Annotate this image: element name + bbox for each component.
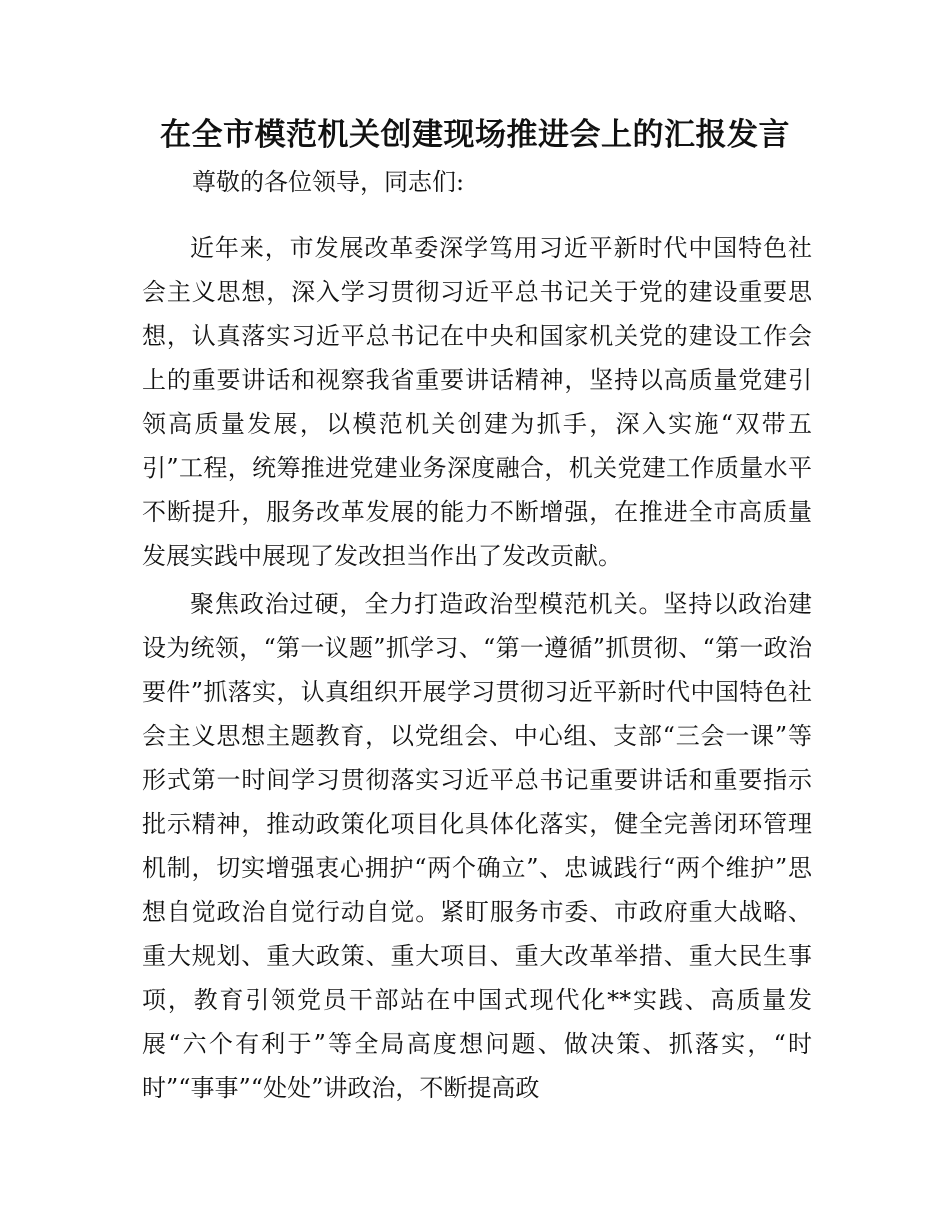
greeting-line: 尊敬的各位领导，同志们: [192,168,465,196]
document-title: 在全市模范机关创建现场推进会上的汇报发言 [160,117,790,153]
body-paragraph-2: 聚焦政治过硬，全力打造政治型模范机关。坚持以政治建设为统领，“第一议题”抓学习、“第一遵循”抓贯彻、“第一政治要件”抓落实，认真组织开展学习贯彻习近平新时代中国特色社会主义思想主题教育，以党组会、中心组、支部“三会一课”等形式第一时间学习贯彻落实习近平总书记重要讲话和重要指示批示精神，推动政策化项目化具体化落实，健全完善闭环管理机制，切实增强衷心拥护“两个确立”、忠诚践行“两个维护”思想自觉政治自觉行动自觉。紧盯服务市委、市政府重大战略、重大规划、重大政策、重大项目、重大改革举措、重大民生事项，教育引领党员干部站在中国式现代化**实践、高质量发展“六个有利于”等全局高度想问题、做决策、抓落实，“时时”“事事”“处处”讲政治，不断提高政 [142,590,812,1102]
body-paragraph-1: 近年来，市发展改革委深学笃用习近平新时代中国特色社会主义思想，深入学习贯彻习近平总书记关于党的建设重要思想，认真落实习近平总书记在中央和国家机关党的建设工作会上的重要讲话和视察我省重要讲话精神，坚持以高质量党建引领高质量发展，以模范机关创建为抓手，深入实施“双带五引”工程，统筹推进党建业务深度融合，机关党建工作质量水平不断提升，服务改革发展的能力不断增强，在推进全市高质量发展实践中展现了发改担当作出了发改贡献。 [142,234,812,570]
